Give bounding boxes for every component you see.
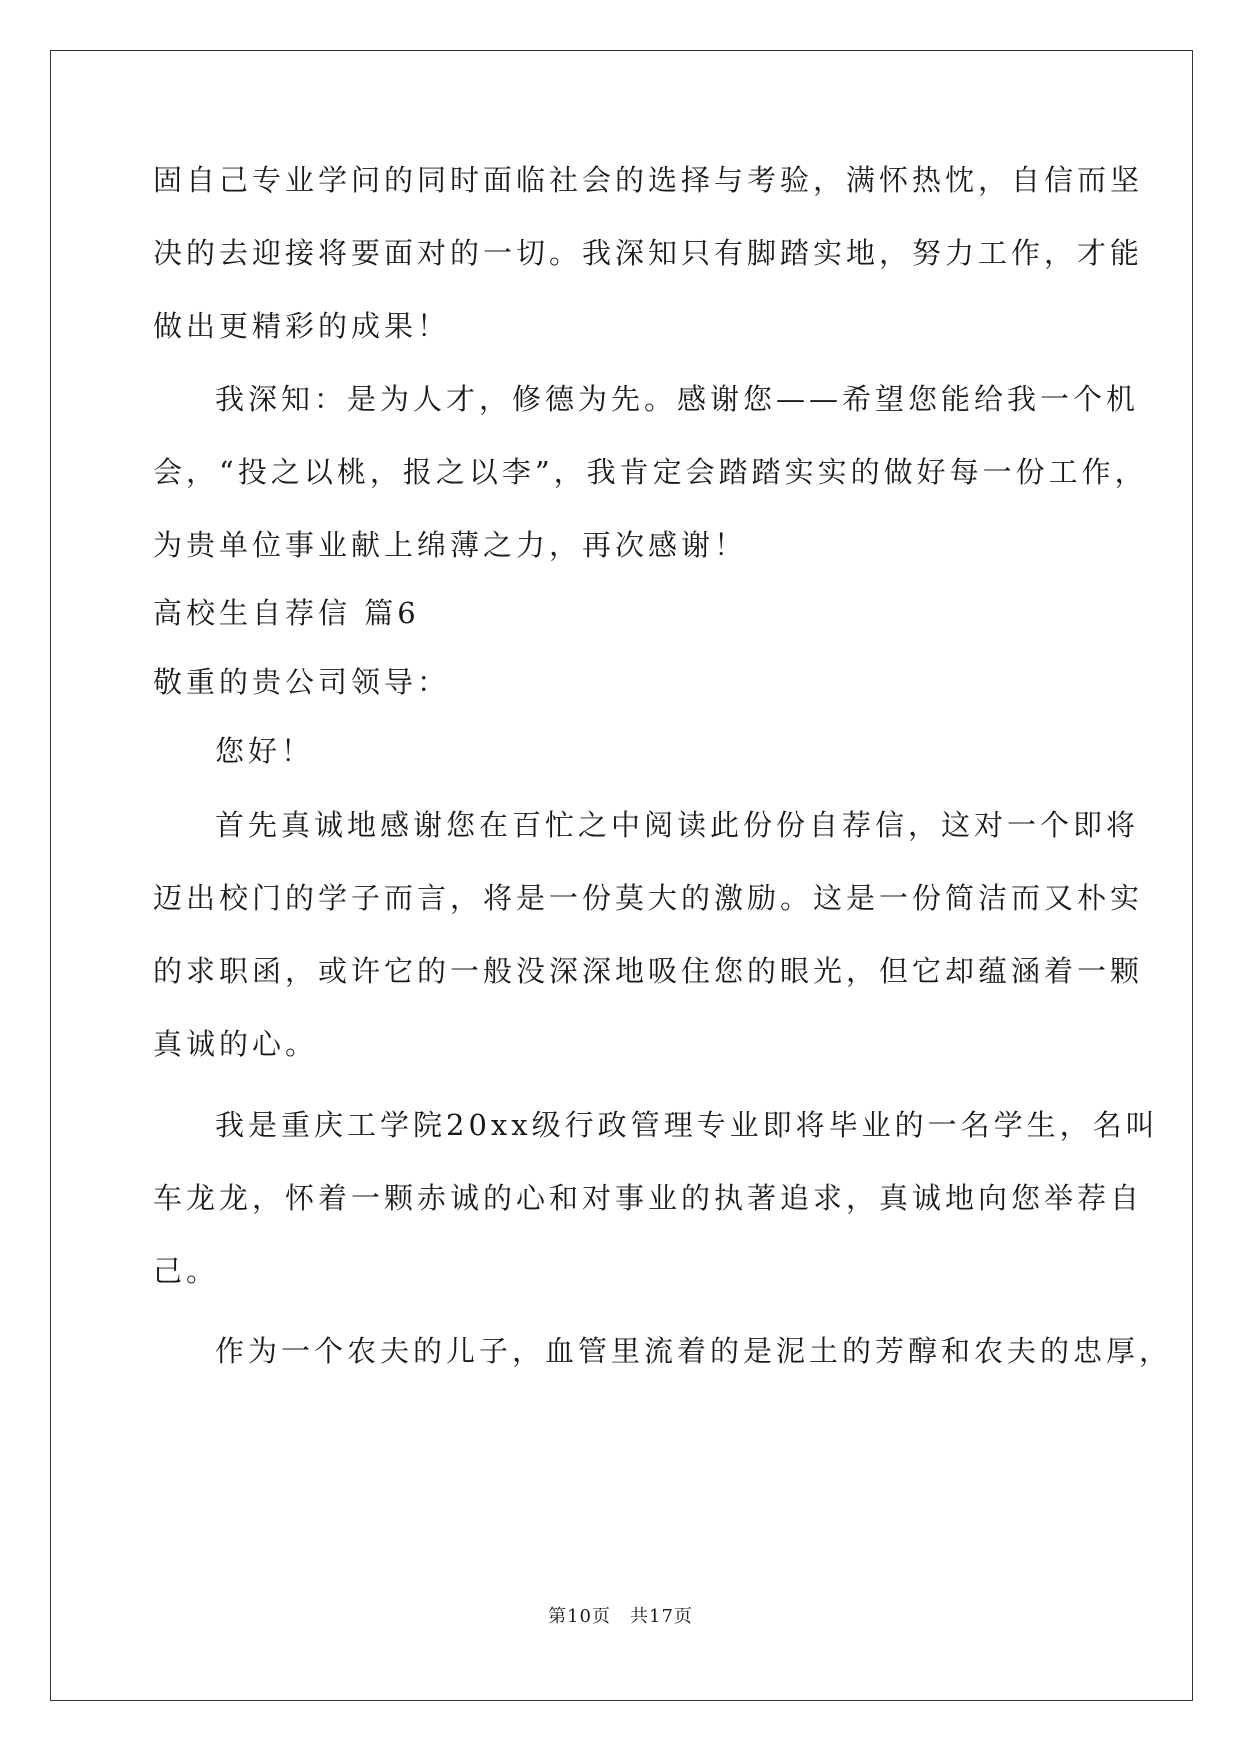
text-line: 会，“投之以桃，报之以李”，我肯定会踏踏实实的做好每一份工作， [153,455,1148,489]
salutation: 敬重的贵公司领导： [153,665,451,699]
text-line: 为贵单位事业献上绵薄之力，再次感谢！ [153,528,748,562]
text-line: 固自己专业学问的同时面临社会的选择与考验，满怀热忱，自信而坚 [153,163,1144,197]
text-line: 真诚的心。 [153,1027,319,1061]
text-line: 决的去迎接将要面对的一切。我深知只有脚踏实地，努力工作，才能 [153,236,1144,270]
text-line: 的求职函，或许它的一般没深深地吸住您的眼光，但它却蕴涵着一颗 [153,954,1144,988]
text-line: 己。 [153,1254,220,1288]
text-line: 迈出校门的学子而言，将是一份莫大的激励。这是一份简洁而又朴实 [153,881,1144,915]
paragraph-start-line: 首先真诚地感谢您在百忙之中阅读此份份自荐信，这对一个即将 [215,808,1140,842]
page-frame [50,50,1193,1701]
paragraph-start-line: 我是重庆工学院20xx级行政管理专业即将毕业的一名学生，名叫 [215,1108,1159,1142]
section-heading: 高校生自荐信 篇6 [153,596,420,630]
text-line: 车龙龙，怀着一颗赤诚的心和对事业的执著追求，真诚地向您举荐自 [153,1181,1144,1215]
greeting: 您好！ [215,734,315,768]
paragraph-start-line: 我深知：是为人才，修德为先。感谢您——希望您能给我一个机 [215,382,1140,416]
paragraph-start-line: 作为一个农夫的儿子，血管里流着的是泥土的芳醇和农夫的忠厚， [215,1334,1173,1368]
text-line: 做出更精彩的成果！ [153,309,451,343]
page-number: 第10页 共17页 [548,1606,693,1627]
